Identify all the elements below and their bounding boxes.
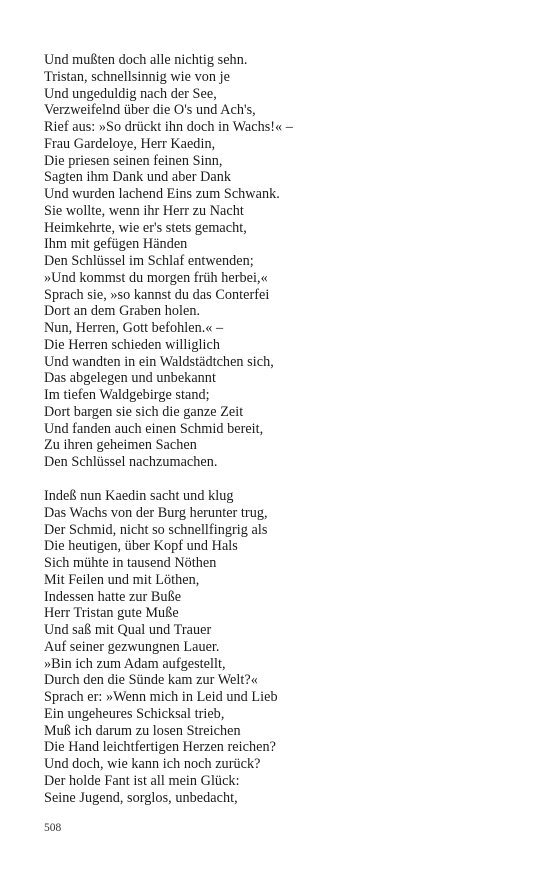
verse-line: Nun, Herren, Gott befohlen.« –: [44, 320, 224, 336]
verse-line: Und wurden lachend Eins zum Schwank.: [44, 186, 280, 202]
verse-line: Und mußten doch alle nichtig sehn.: [44, 52, 248, 68]
verse-line: Sprach sie, »so kannst du das Conterfei: [44, 286, 270, 303]
verse-line: Ihm mit gefügen Händen: [44, 236, 188, 253]
verse-line: Seine Jugend, sorglos, unbedacht,: [44, 789, 238, 806]
verse-line: Den Schlüssel nachzumachen.: [44, 454, 218, 470]
verse-line: Und saß mit Qual und Trauer: [44, 622, 212, 638]
verse-line: Sagten ihm Dank und aber Dank: [44, 169, 232, 186]
verse-line: Ein ungeheures Schicksal trieb,: [44, 705, 225, 722]
verse-line: Der holde Fant ist all mein Glück:: [44, 772, 240, 789]
verse-line: Sich mühte in tausend Nöthen: [44, 555, 217, 571]
page-number: 508: [44, 822, 62, 834]
verse-line: Indessen hatte zur Buße: [44, 588, 182, 605]
verse-line: Heimkehrte, wie er's stets gemacht,: [44, 219, 247, 236]
verse-line: Das abgelegen und unbekannt: [44, 370, 216, 387]
stanza-1: [44, 52, 524, 471]
verse-line: Das Wachs von der Burg herunter trug,: [44, 504, 268, 521]
verse-line: Verzweifelnd über die O's und Ach's,: [44, 102, 256, 119]
verse-line: Die heutigen, über Kopf und Hals: [44, 538, 238, 555]
verse-line: Die Hand leichtfertigen Herzen reichen?: [44, 739, 276, 756]
verse-line: Sprach er: »Wenn mich in Leid und Lieb: [44, 689, 278, 705]
verse-line: Und wandten in ein Waldstädtchen sich,: [44, 353, 274, 370]
verse-line: Die Herren schieden williglich: [44, 336, 221, 353]
verse-line: Frau Gardeloye, Herr Kaedin,: [44, 135, 216, 152]
verse-line: Und doch, wie kann ich noch zurück?: [44, 756, 261, 772]
verse-line: Dort an dem Graben holen.: [44, 303, 201, 320]
verse-line: Mit Feilen und mit Löthen,: [44, 571, 200, 588]
verse-line: Im tiefen Waldgebirge stand;: [44, 387, 210, 403]
verse-line: Rief aus: »So drückt ihn doch in Wachs!« –: [44, 119, 293, 135]
verse-line: Die priesen seinen feinen Sinn,: [44, 152, 223, 169]
verse-line: Tristan, schnellsinnig wie von je: [44, 68, 230, 85]
verse-line: Den Schlüssel im Schlaf entwenden;: [44, 253, 254, 269]
verse-line: Auf seiner gezwungnen Lauer.: [44, 638, 220, 655]
stanza-2: [44, 488, 524, 806]
verse-line: Sie wollte, wenn ihr Herr zu Nacht: [44, 202, 244, 219]
verse-line: »Und kommst du morgen früh herbei,«: [44, 269, 268, 286]
verse-line: Zu ihren geheimen Sachen: [44, 437, 197, 454]
verse-line: Der Schmid, nicht so schnellfingrig als: [44, 521, 268, 538]
verse-line: Und fanden auch einen Schmid bereit,: [44, 420, 264, 437]
verse-line: Indeß nun Kaedin sacht und klug: [44, 488, 234, 504]
verse-line: Muß ich darum zu losen Streichen: [44, 722, 241, 739]
verse-line: Durch den die Sünde kam zur Welt?«: [44, 672, 258, 689]
verse-line: Dort bargen sie sich die ganze Zeit: [44, 403, 244, 420]
verse-line: Herr Tristan gute Muße: [44, 605, 179, 622]
verse-line: Und ungeduldig nach der See,: [44, 85, 217, 102]
verse-line: »Bin ich zum Adam aufgestellt,: [44, 655, 226, 672]
